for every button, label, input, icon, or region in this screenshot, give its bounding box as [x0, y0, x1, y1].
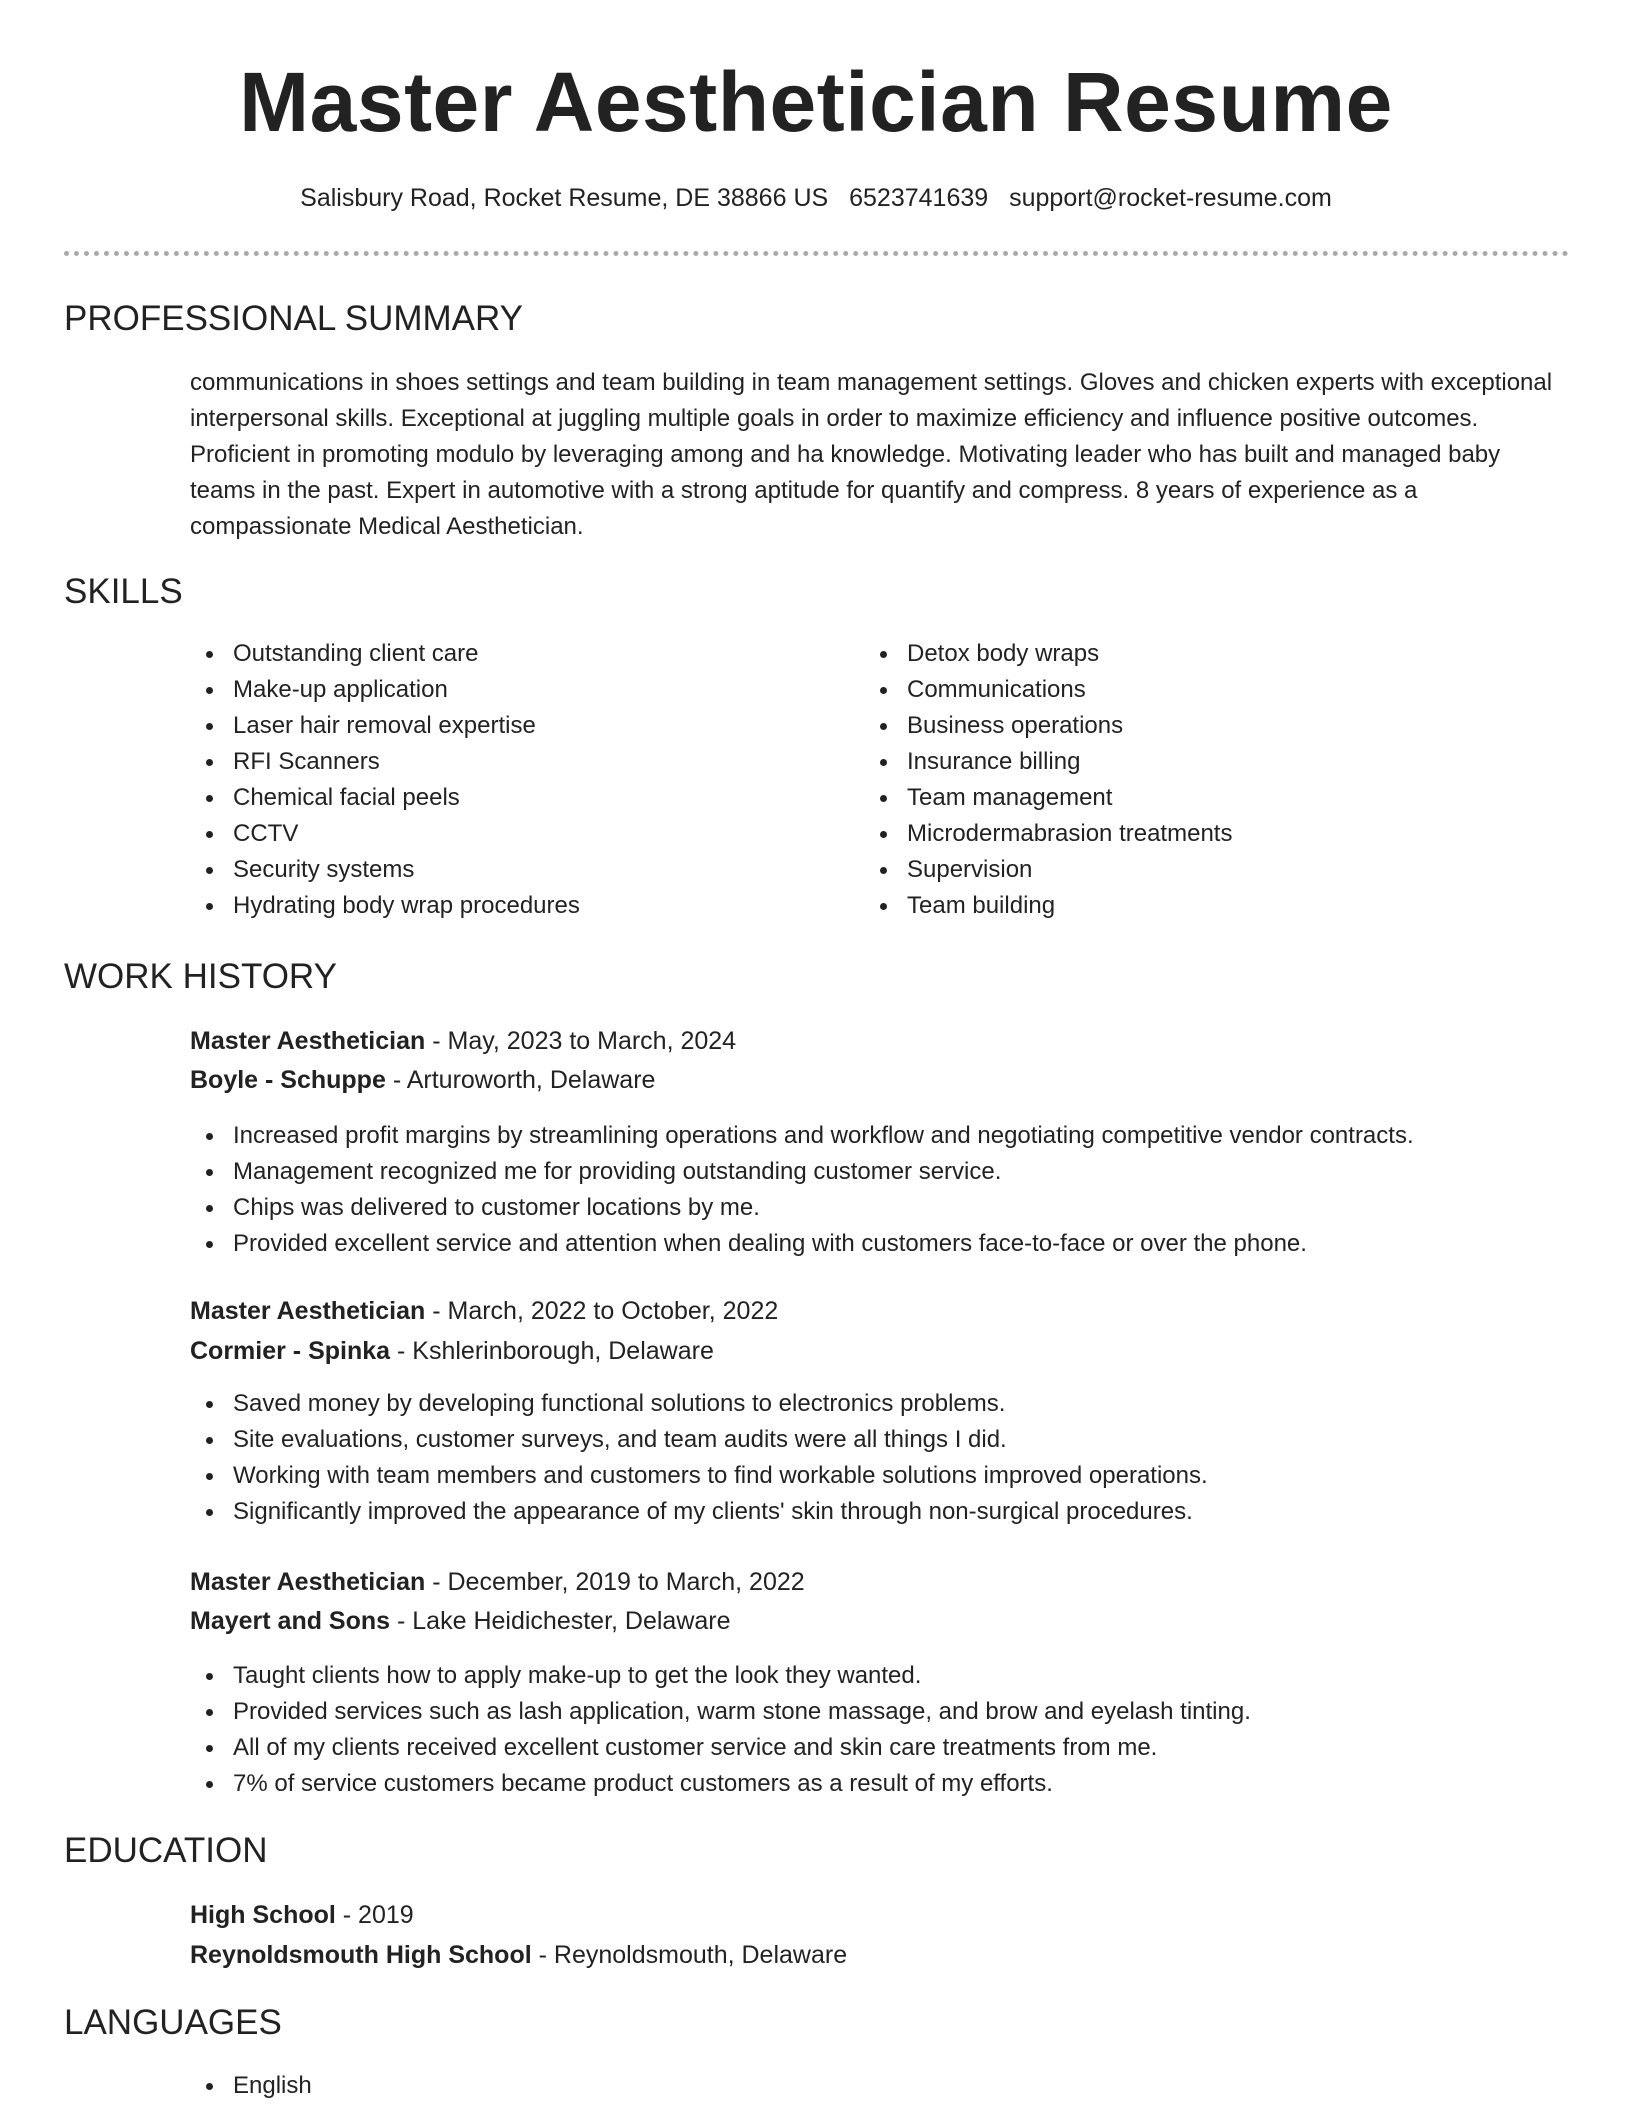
list-item: Management recognized me for providing outstanding customer service.	[190, 1154, 1414, 1190]
list-item: 7% of service customers became product customers as a result of my efforts.	[190, 1766, 1251, 1802]
languages-list	[190, 2068, 312, 2104]
education-year: 2019	[358, 1901, 414, 1929]
list-item: RFI Scanners	[190, 744, 580, 780]
list-item: Provided excellent service and attention when dealing with customers face-to-face or over the phone.	[190, 1226, 1414, 1262]
education-degree-line: High School - 2019	[190, 1901, 414, 1929]
contact-line	[0, 180, 1632, 216]
education-location: Reynoldsmouth, Delaware	[553, 1941, 848, 1969]
education-degree: High School	[190, 1901, 336, 1929]
list-item: Saved money by developing functional solutions to electronics problems.	[190, 1386, 1208, 1422]
job-dates: March, 2022 to October, 2022	[447, 1297, 779, 1325]
list-item: Outstanding client care	[190, 636, 580, 672]
job-company-line: Cormier - Spinka - Kshlerinborough, Delaware	[190, 1337, 714, 1365]
list-item: Insurance billing	[864, 744, 1232, 780]
job-bullets	[190, 1658, 1251, 1802]
work-heading: WORK HISTORY	[64, 957, 337, 996]
job-bullets	[190, 1118, 1414, 1262]
job-title: Master Aesthetician	[190, 1568, 426, 1596]
education-school: Reynoldsmouth High School	[190, 1941, 532, 1969]
summary-heading: PROFESSIONAL SUMMARY	[64, 299, 523, 338]
contact-phone: 6523741639	[849, 184, 989, 212]
list-item: Provided services such as lash application, warm stone massage, and brow and eyelash tinting.	[190, 1694, 1251, 1730]
list-item: Hydrating body wrap procedures	[190, 888, 580, 924]
job-title: Master Aesthetician	[190, 1027, 426, 1055]
list-item: Team management	[864, 780, 1232, 816]
skills-heading: SKILLS	[64, 572, 183, 611]
job-company: Boyle - Schuppe	[190, 1066, 386, 1094]
job-company-line: Mayert and Sons - Lake Heidichester, Delaware	[190, 1607, 731, 1635]
contact-email: support@rocket-resume.com	[1009, 184, 1332, 212]
resume-title: Master Aesthetician Resume	[239, 55, 1393, 149]
list-item: Working with team members and customers to find workable solutions improved operations.	[190, 1458, 1208, 1494]
list-item: CCTV	[190, 816, 580, 852]
job-location: Kshlerinborough, Delaware	[412, 1337, 714, 1365]
education-school-line: Reynoldsmouth High School - Reynoldsmouth, Delaware	[190, 1941, 848, 1969]
list-item: Business operations	[864, 708, 1232, 744]
job-company-line: Boyle - Schuppe - Arturoworth, Delaware	[190, 1066, 656, 1094]
list-item: All of my clients received excellent customer service and skin care treatments from me.	[190, 1730, 1251, 1766]
list-item: Site evaluations, customer surveys, and team audits were all things I did.	[190, 1422, 1208, 1458]
education-heading: EDUCATION	[64, 1831, 268, 1870]
skills-list-left	[190, 636, 580, 924]
job-title-line: Master Aesthetician - March, 2022 to October, 2022	[190, 1297, 779, 1325]
list-item: Taught clients how to apply make-up to get the look they wanted.	[190, 1658, 1251, 1694]
list-item: Security systems	[190, 852, 580, 888]
header-divider	[64, 251, 1569, 256]
list-item: Chemical facial peels	[190, 780, 580, 816]
list-item: Microdermabrasion treatments	[864, 816, 1232, 852]
list-item: Supervision	[864, 852, 1232, 888]
languages-heading: LANGUAGES	[64, 2003, 282, 2042]
job-company: Mayert and Sons	[190, 1607, 391, 1635]
list-item: Team building	[864, 888, 1232, 924]
list-item: Significantly improved the appearance of my clients' skin through non-surgical procedures.	[190, 1494, 1208, 1530]
list-item: Increased profit margins by streamlining operations and workflow and negotiating competitive vendor contracts.	[190, 1118, 1414, 1154]
list-item: Detox body wraps	[864, 636, 1232, 672]
list-item: Make-up application	[190, 672, 580, 708]
contact-address: Salisbury Road, Rocket Resume, DE 38866 US	[300, 184, 829, 212]
job-bullets	[190, 1386, 1208, 1530]
job-location: Lake Heidichester, Delaware	[412, 1607, 731, 1635]
job-title-line: Master Aesthetician - December, 2019 to March, 2022	[190, 1568, 805, 1596]
list-item: Laser hair removal expertise	[190, 708, 580, 744]
job-dates: December, 2019 to March, 2022	[447, 1568, 805, 1596]
list-item: English	[190, 2068, 312, 2104]
list-item: Chips was delivered to customer locations by me.	[190, 1190, 1414, 1226]
job-title-line: Master Aesthetician - May, 2023 to March, 2024	[190, 1027, 737, 1055]
job-dates: May, 2023 to March, 2024	[447, 1027, 737, 1055]
job-company: Cormier - Spinka	[190, 1337, 391, 1365]
job-title: Master Aesthetician	[190, 1297, 426, 1325]
list-item: Communications	[864, 672, 1232, 708]
job-location: Arturoworth, Delaware	[406, 1066, 656, 1094]
skills-list-right	[864, 636, 1232, 924]
summary-text: communications in shoes settings and team building in team management settings. Gloves and chicken experts with exceptional interpersonal skills. Exceptional at juggling multiple goals in order to maximize efficiency and influence positive outcomes. Proficient in promoting modulo by leveraging among and ha knowledge. Motivating leader who has built and managed baby teams in the past. Expert in automotive with a strong aptitude for quantify and compress. 8 years of experience as a compassionate Medical Aesthetician.	[190, 369, 1553, 540]
